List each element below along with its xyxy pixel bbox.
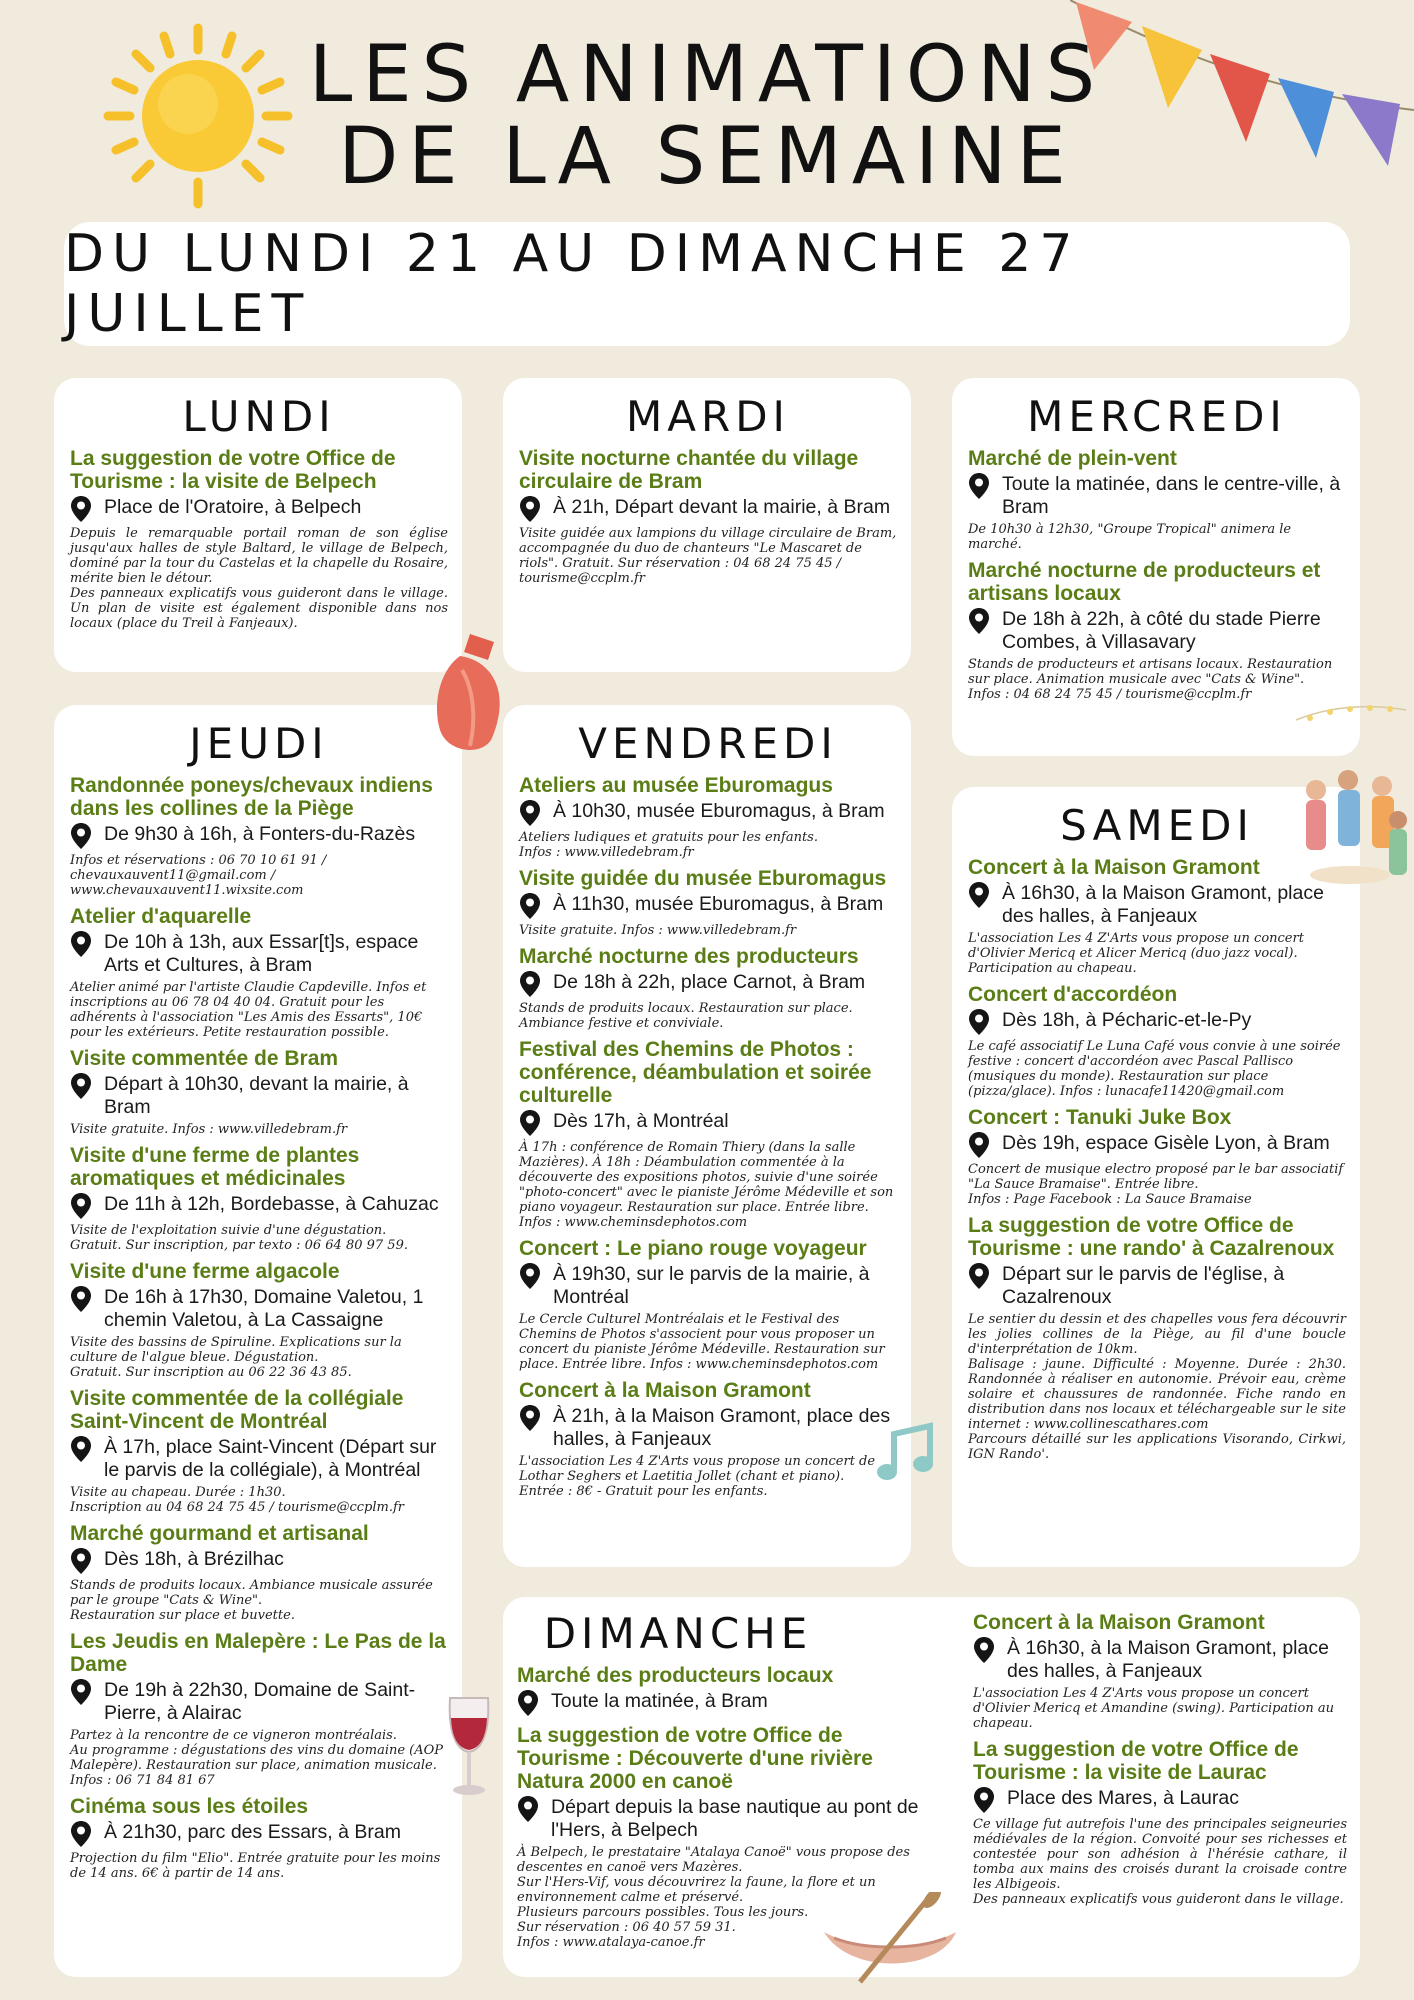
map-pin-icon — [968, 1262, 990, 1290]
event-location-text: Départ sur le parvis de l'église, à Cazalrenoux — [1002, 1263, 1285, 1308]
map-pin-icon — [973, 1786, 995, 1814]
event-description: Ateliers ludiques et gratuits pour les enfants. Infos : www.villedebram.fr — [519, 830, 818, 860]
event-location-text: Place de l'Oratoire, à Belpech — [104, 496, 362, 518]
event-location — [517, 1796, 919, 1842]
page-title-line-2: DE LA SEMAINE — [338, 112, 1076, 202]
event-location-text: Départ depuis la base nautique au pont de l'Hers, à Belpech — [551, 1796, 919, 1841]
event-title: La suggestion de votre Office de Tourisme : Découverte d'une rivière Natura 2000 en canoë — [517, 1724, 873, 1793]
event-location — [519, 1263, 897, 1309]
event-title: Concert à la Maison Gramont — [968, 856, 1260, 879]
map-pin-icon — [968, 607, 990, 635]
event-location-text: De 16h à 17h30, Domaine Valetou, 1 chemin Valetou, à La Cassaigne — [104, 1286, 424, 1331]
event-location — [70, 1548, 448, 1575]
event-location-text: Départ à 10h30, devant la mairie, à Bram — [104, 1073, 409, 1118]
event-location — [70, 823, 448, 850]
event-item — [70, 447, 448, 631]
event-title: Marché gourmand et artisanal — [70, 1522, 369, 1545]
event-title: Visite d'une ferme algacole — [70, 1260, 340, 1283]
event-description: À Belpech, le prestataire "Atalaya Canoë" vous propose des descentes en canoë vers Mazères. Sur l'Hers-Vif, vous découvrirez la faune, la flore et un environnement calme et préservé. Plusieurs parcours possibles. Tous les jours. Sur réservation : 06 40 57 59 31. Infos : www.atalaya-canoe.fr — [517, 1845, 910, 1950]
wine-glass-illustration — [444, 1692, 494, 1802]
event-description: Stands de produits locaux. Restauration sur place. Ambiance festive et conviviale. — [519, 1001, 853, 1031]
event-title: Cinéma sous les étoiles — [70, 1795, 309, 1818]
event-location-text: À 11h30, musée Eburomagus, à Bram — [553, 893, 884, 915]
event-location — [519, 971, 897, 998]
event-description: Depuis le remarquable portail roman de son église jusqu'aux halles de style Baltard, le village de Belpech, dominé par la tour du Castelas et la chapelle du Rosaire, mérite bien le détour. Des panneaux explicatifs vous guideront dans le village. Un plan de visite est également disponible dans nos locaux (place du Treil à Fanjeaux). — [70, 526, 448, 631]
event-description: Le sentier du dessin et des chapelles vous fera découvrir les jolies collines de la Piège, au fil d'une boucle d'interprétation de 10km. Balisage : jaune. Difficulté : Moyenne. Durée : 2h30. Randonnée à réaliser en autonomie. Prévoir eau, crème solaire et chaussures de randonnée. Fiche rando en distribution dans nos locaux et téléchargeable sur le site internet : www.collinescathares.com Parcours détaillé sur les applications Visorando, Cirkwi, IGN Rando'. — [968, 1312, 1346, 1462]
event-location-text: De 11h à 12h, Bordebasse, à Cahuzac — [104, 1193, 439, 1215]
event-location — [519, 1110, 897, 1137]
event-location — [70, 931, 448, 977]
map-pin-icon — [973, 1636, 995, 1664]
event-item — [519, 774, 897, 860]
event-title: Marché de plein-vent — [968, 447, 1177, 470]
event-item — [70, 774, 448, 898]
map-pin-icon — [519, 495, 541, 523]
event-location — [973, 1787, 1347, 1814]
event-location-text: Toute la matinée, à Bram — [551, 1690, 768, 1712]
day-card-mardi — [503, 378, 911, 672]
event-title: Concert d'accordéon — [968, 983, 1178, 1006]
event-item — [973, 1738, 1347, 1907]
day-heading-samedi: SAMEDI — [1060, 801, 1254, 850]
event-description: Concert de musique electro proposé par le bar associatif "La Sauce Bramaise". Entrée libre. Infos : Page Facebook : La Sauce Bramaise — [968, 1162, 1344, 1207]
map-pin-icon — [70, 930, 92, 958]
map-pin-icon — [968, 881, 990, 909]
event-item — [70, 905, 448, 1040]
map-pin-icon — [517, 1689, 539, 1717]
event-location — [70, 1073, 448, 1119]
event-item — [968, 1106, 1346, 1207]
event-item — [519, 1379, 897, 1499]
event-location — [968, 473, 1346, 519]
day-heading-dimanche: DIMANCHE — [543, 1609, 813, 1658]
event-description: Visite au chapeau. Durée : 1h30. Inscription au 04 68 24 75 45 / tourisme@ccplm.fr — [70, 1485, 405, 1515]
day-card-lundi — [54, 378, 462, 672]
event-title: Festival des Chemins de Photos : conférence, déambulation et soirée culturelle — [519, 1038, 872, 1107]
event-title: La suggestion de votre Office de Tourisme : une rando' à Cazalrenoux — [968, 1214, 1335, 1260]
event-location — [968, 608, 1346, 654]
day-heading-jeudi: JEUDI — [189, 719, 329, 768]
event-item — [519, 867, 897, 938]
event-item — [70, 1387, 448, 1515]
event-location-text: Dès 18h, à Pécharic-et-le-Py — [1002, 1009, 1252, 1031]
event-item — [519, 1038, 897, 1230]
event-location — [968, 1263, 1346, 1309]
map-pin-icon — [519, 970, 541, 998]
event-location — [519, 893, 897, 920]
event-location — [519, 1405, 897, 1451]
event-description: Ce village fut autrefois l'une des principales seigneuries médiévales de la région. Convoité pour ses richesses et contestée pour son adhésion à l'hérésie cathare, il tomba aux mains des croisés durant la croisade contre les Albigeois. Des panneaux explicatifs vous guideront dans le village. — [973, 1817, 1347, 1907]
event-location-text: À 21h, à la Maison Gramont, place des halles, à Fanjeaux — [553, 1405, 891, 1450]
canoe-illustration — [820, 1892, 960, 1992]
event-title: La suggestion de votre Office de Tourisme : la visite de Belpech — [70, 447, 396, 493]
map-pin-icon — [968, 472, 990, 500]
event-item — [519, 447, 897, 586]
map-pin-icon — [519, 1109, 541, 1137]
event-location-text: De 10h à 13h, aux Essar[t]s, espace Arts et Cultures, à Bram — [104, 931, 419, 976]
event-title: Concert à la Maison Gramont — [973, 1611, 1265, 1634]
event-description: Le Cercle Culturel Montréalais et le Festival des Chemins de Photos s'associent pour vous proposer un concert du pianiste Jérôme Médeville. Restauration sur place. Entrée libre. Infos : www.cheminsdephotos.com — [519, 1312, 885, 1372]
event-description: Visite guidée aux lampions du village circulaire de Bram, accompagnée du duo de chanteurs "Le Mascaret de riols". Gratuit. Sur réservation : 04 68 24 75 45 / tourisme@ccplm.fr — [519, 526, 897, 586]
event-location-text: Toute la matinée, dans le centre-ville, à Bram — [1002, 473, 1341, 518]
event-location — [968, 1132, 1346, 1159]
event-description: Visite de l'exploitation suivie d'une dégustation. Gratuit. Sur inscription, par texto : 06 64 80 97 59. — [70, 1223, 408, 1253]
event-description: Infos et réservations : 06 70 10 61 91 / chevauxauvent11@gmail.com / www.chevauxauvent11.wixsite.com — [70, 853, 327, 898]
map-pin-icon — [70, 822, 92, 850]
event-location — [70, 496, 448, 523]
map-pin-icon — [70, 1678, 92, 1706]
event-location-text: De 18h à 22h, place Carnot, à Bram — [553, 971, 866, 993]
event-location — [70, 1436, 448, 1482]
event-location-text: À 17h, place Saint-Vincent (Départ sur le parvis de la collégiale), à Montréal — [104, 1436, 437, 1481]
event-location-text: De 19h à 22h30, Domaine de Saint-Pierre, à Alairac — [104, 1679, 416, 1724]
event-location-text: Dès 19h, espace Gisèle Lyon, à Bram — [1002, 1132, 1330, 1154]
event-location-text: Dès 17h, à Montréal — [553, 1110, 729, 1132]
event-description: Projection du film "Elio". Entrée gratuite pour les moins de 14 ans. 6€ à partir de 14 ans. — [70, 1851, 441, 1881]
map-pin-icon — [517, 1795, 539, 1823]
map-pin-icon — [70, 1547, 92, 1575]
event-title: Atelier d'aquarelle — [70, 905, 252, 928]
date-range-banner — [64, 222, 1350, 346]
day-card-vendredi — [503, 705, 911, 1567]
map-pin-icon — [519, 1262, 541, 1290]
event-item — [70, 1260, 448, 1380]
day-heading-mercredi: MERCREDI — [1027, 392, 1287, 441]
event-description: Visite des bassins de Spiruline. Explications sur la culture de l'algue bleue. Dégustation. Gratuit. Sur inscription au 06 22 36 43 85. — [70, 1335, 402, 1380]
day-heading-vendredi: VENDREDI — [578, 719, 838, 768]
event-item — [70, 1144, 448, 1253]
event-location — [70, 1679, 448, 1725]
event-location-text: Dès 18h, à Brézilhac — [104, 1548, 284, 1570]
event-location-text: À 16h30, à la Maison Gramont, place des halles, à Fanjeaux — [1002, 882, 1324, 927]
event-description: Atelier animé par l'artiste Claudie Capdeville. Infos et inscriptions au 06 78 04 40 04. Gratuit pour les adhérents à l'association "Les Amis des Essarts", 10€ pour les extérieurs. Petite restauration possible. — [70, 980, 427, 1040]
map-pin-icon — [70, 1435, 92, 1463]
event-item — [70, 1522, 448, 1623]
event-title: Concert à la Maison Gramont — [519, 1379, 811, 1402]
event-title: Visite guidée du musée Eburomagus — [519, 867, 887, 890]
lantern-illustration — [430, 630, 520, 760]
event-title: Marché des producteurs locaux — [517, 1664, 834, 1687]
event-description: L'association Les 4 Z'Arts vous propose un concert d'Olivier Mericq et Alicer Mericq (duo jazz vocal). Participation au chapeau. — [968, 931, 1304, 976]
event-item — [968, 983, 1346, 1099]
event-item — [968, 559, 1346, 702]
map-pin-icon — [70, 1820, 92, 1848]
event-title: Visite nocturne chantée du village circulaire de Bram — [519, 447, 859, 493]
music-note-illustration — [872, 1420, 942, 1490]
event-description: Visite gratuite. Infos : www.villedebram.fr — [519, 923, 797, 938]
event-title: Concert : Tanuki Juke Box — [968, 1106, 1232, 1129]
event-location — [968, 1009, 1346, 1036]
event-title: Randonnée poneys/chevaux indiens dans les collines de la Piège — [70, 774, 433, 820]
map-pin-icon — [519, 892, 541, 920]
party-illustration — [1286, 700, 1414, 930]
event-item — [70, 1630, 448, 1788]
event-item — [519, 945, 897, 1031]
event-item — [517, 1664, 919, 1717]
map-pin-icon — [968, 1131, 990, 1159]
page-title-line-1: LES ANIMATIONS — [308, 30, 1106, 120]
day-heading-mardi: MARDI — [626, 392, 790, 441]
event-title: Visite commentée de Bram — [70, 1047, 339, 1070]
date-range-text: DU LUNDI 21 AU DIMANCHE 27 JUILLET — [64, 224, 1081, 344]
event-description: Partez à la rencontre de ce vigneron montréalais. Au programme : dégustations des vins du domaine (AOP Malepère). Restauration sur place, animation musicale. Infos : 06 71 84 81 67 — [70, 1728, 444, 1788]
dimanche-right-column — [973, 1611, 1347, 1914]
event-description: À 17h : conférence de Romain Thiery (dans la salle Mazières). À 18h : Déambulation commentée à la découverte des expositions photos, suivie d'une soirée "photo-concert" avec le pianiste Jérôme Médeville et son piano voyageur. Restauration sur place. Entrée libre. Infos : www.cheminsdephotos.com — [519, 1140, 894, 1230]
event-item — [70, 1795, 448, 1881]
event-location — [70, 1193, 448, 1220]
event-location — [973, 1637, 1347, 1683]
event-title: Visite commentée de la collégiale Saint-Vincent de Montréal — [70, 1387, 404, 1433]
event-item — [519, 1237, 897, 1372]
day-card-jeudi — [54, 705, 462, 1977]
map-pin-icon — [70, 1192, 92, 1220]
event-description: Stands de produits locaux. Ambiance musicale assurée par le groupe "Cats & Wine". Restauration sur place et buvette. — [70, 1578, 433, 1623]
event-location-text: De 9h30 à 16h, à Fonters-du-Razès — [104, 823, 416, 845]
event-title: Marché nocturne des producteurs — [519, 945, 859, 968]
event-location-text: À 10h30, musée Eburomagus, à Bram — [553, 800, 885, 822]
event-description: L'association Les 4 Z'Arts vous propose un concert de Lothar Seghers et Laetitia Jollet (chant et piano). Entrée : 8€ - Gratuit pour les enfants. — [519, 1454, 876, 1499]
event-item — [973, 1611, 1347, 1731]
map-pin-icon — [70, 1285, 92, 1313]
event-title: Marché nocturne de producteurs et artisans locaux — [968, 559, 1321, 605]
event-location-text: De 18h à 22h, à côté du stade Pierre Combes, à Villasavary — [1002, 608, 1321, 653]
map-pin-icon — [519, 1404, 541, 1432]
event-description: De 10h30 à 12h30, "Groupe Tropical" animera le marché. — [968, 522, 1292, 552]
event-location — [517, 1690, 919, 1717]
event-title: La suggestion de votre Office de Tourisme : la visite de Laurac — [973, 1738, 1299, 1784]
event-title: Les Jeudis en Malepère : Le Pas de la Dame — [70, 1630, 446, 1676]
event-location — [519, 496, 897, 523]
event-title: Concert : Le piano rouge voyageur — [519, 1237, 867, 1260]
event-location-text: À 21h30, parc des Essars, à Bram — [104, 1821, 401, 1843]
map-pin-icon — [519, 799, 541, 827]
event-description: Le café associatif Le Luna Café vous convie à une soirée festive : concert d'accordéon avec Pascal Pallisco (musiques du monde). Restauration sur place (pizza/glace). Infos : lunacafe11420@gmail.com — [968, 1039, 1341, 1099]
event-location — [70, 1286, 448, 1332]
event-title: Ateliers au musée Eburomagus — [519, 774, 833, 797]
event-location-text: À 19h30, sur le parvis de la mairie, à Montréal — [553, 1263, 870, 1308]
event-description: L'association Les 4 Z'Arts vous propose un concert d'Olivier Mericq et Amandine (swing). Participation au chapeau. — [973, 1686, 1335, 1731]
map-pin-icon — [968, 1008, 990, 1036]
event-description: Stands de producteurs et artisans locaux. Restauration sur place. Animation musicale avec "Cats & Wine". Infos : 04 68 24 75 45 / tourisme@ccplm.fr — [968, 657, 1333, 702]
event-location-text: À 16h30, à la Maison Gramont, place des halles, à Fanjeaux — [1007, 1637, 1329, 1682]
event-item — [968, 447, 1346, 552]
event-title: Visite d'une ferme de plantes aromatiques et médicinales — [70, 1144, 360, 1190]
event-location-text: Place des Mares, à Laurac — [1007, 1787, 1239, 1809]
map-pin-icon — [70, 1072, 92, 1100]
map-pin-icon — [70, 495, 92, 523]
event-description: Visite gratuite. Infos : www.villedebram.fr — [70, 1122, 348, 1137]
event-location-text: À 21h, Départ devant la mairie, à Bram — [553, 496, 891, 518]
event-location — [70, 1821, 448, 1848]
event-location — [519, 800, 897, 827]
day-heading-lundi: LUNDI — [182, 392, 336, 441]
event-item — [70, 1047, 448, 1137]
event-item — [968, 1214, 1346, 1462]
